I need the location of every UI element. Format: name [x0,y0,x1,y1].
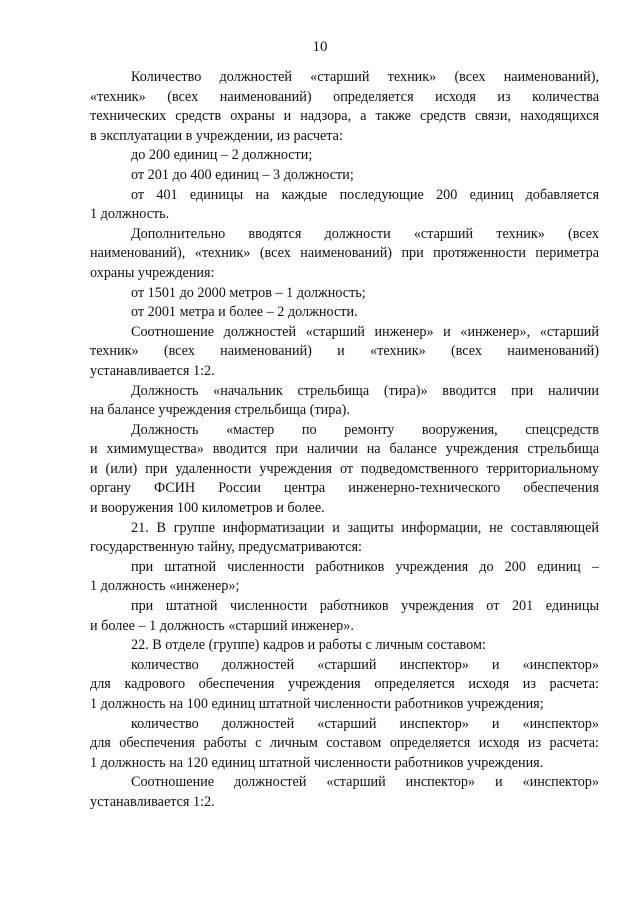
text-line: до 200 единиц – 2 должности; [131,147,313,164]
text-line: наименований), «техник» (всех наименований) при протяженности периметра [90,245,599,262]
text-line: органу ФСИН России центра инженерно-технического обеспечения [90,480,599,497]
text-line: и химимущества» вводится при наличии на балансе учреждения стрельбища [90,441,599,458]
text-line: при штатной численности работников учреждения от 201 единицы [131,598,599,615]
text-line: для обеспечения работы с личным составом определяется исходя из расчета: [90,735,599,752]
text-line: 1 должность «инженер»; [90,578,240,595]
text-line: Должность «мастер по ремонту вооружения, спецсредств [131,421,599,438]
text-line: Соотношение должностей «старший инспектор» и «инспектор» [131,774,599,791]
text-line: устанавливается 1:2. [90,362,215,379]
text-line: количество должностей «старший инспектор» и «инспектор» [131,715,599,732]
text-line: Соотношение должностей «старший инженер» и «инженер», «старший [131,323,599,340]
text-line: устанавливается 1:2. [90,793,215,810]
text-line: и вооружения 100 километров и более. [90,500,325,517]
text-line: технических средств охраны и надзора, а также средств связи, находящихся [90,108,599,125]
text-line: и более – 1 должность «старший инженер». [90,617,354,634]
text-line: Дополнительно вводятся должности «старший техник» (всех [131,225,599,242]
document-body [90,68,599,813]
text-line: 1 должность на 100 единиц штатной численности работников учреждения; [90,696,544,712]
page-number: 10 [312,39,328,55]
text-line: и (или) при удаленности учреждения от подведомственного территориальному [90,460,599,477]
text-line: от 1501 до 2000 метров – 1 должность; [131,284,366,301]
text-line: охраны учреждения: [90,264,215,281]
text-line: Должность «начальник стрельбища (тира)» вводится при наличии [131,382,599,399]
text-line: техник» (всех наименований) и «техник» (всех наименований) [90,343,599,360]
text-line: при штатной численности работников учреждения до 200 единиц – [131,558,599,575]
text-line: «техник» (всех наименований) определяется исходя из количества [90,88,599,105]
text-line: от 401 единицы на каждые последующие 200 единиц добавляется [131,186,599,203]
text-line: государственную тайну, предусматриваются: [90,539,362,556]
text-line: на балансе учреждения стрельбища (тира). [90,402,350,419]
text-line: от 2001 метра и более – 2 должности. [131,304,358,321]
text-line: 1 должность на 120 единиц штатной численности работников учреждения. [90,754,544,771]
text-line: в эксплуатации в учреждении, из расчета: [90,127,343,144]
text-line: 22. В отделе (группе) кадров и работы с личным составом: [131,637,486,654]
text-line: количество должностей «старший инспектор» и «инспектор» [131,656,599,673]
text-line: для кадрового обеспечения учреждения определяется исходя из расчета: [90,676,599,693]
text-line: от 201 до 400 единиц – 3 должности; [131,166,354,183]
text-line: Количество должностей «старший техник» (всех наименований), [131,69,599,85]
text-line: 1 должность. [90,206,170,223]
text-line: 21. В группе информатизации и защиты информации, не составляющей [131,519,599,536]
